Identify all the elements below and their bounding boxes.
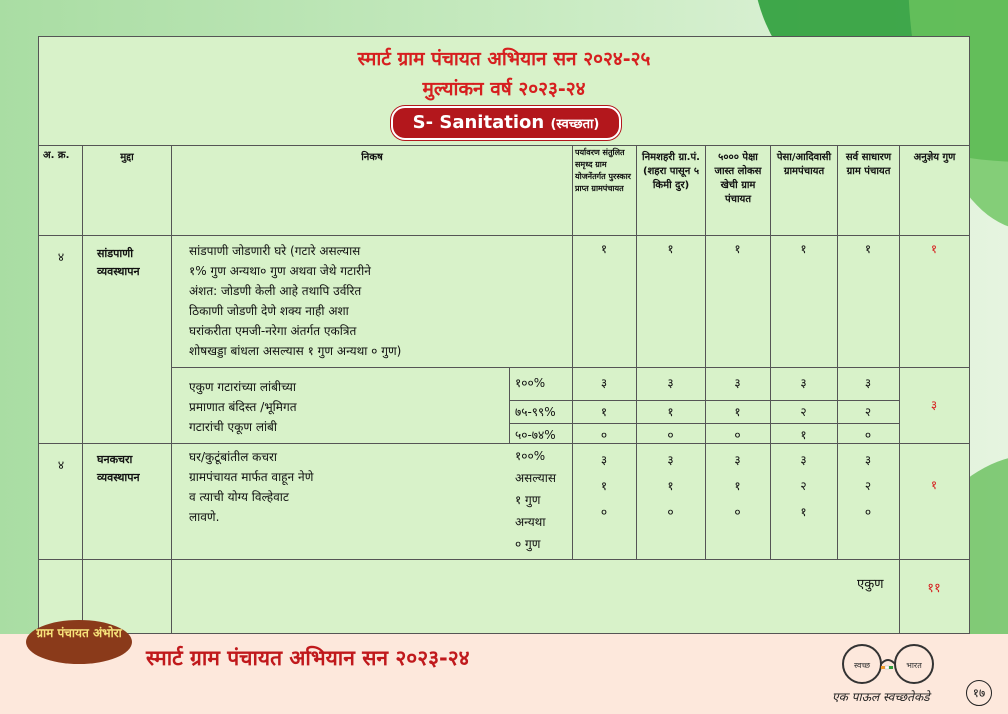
row1-criteria: सांडपाणी जोडणारी घरे (गटारे असल्यास १% गुण अन्यथा० गुण अथवा जेथे गटारीने अंशत: जोडणी केली आहे तथापि उर्वरित ठिकाणी जोडणी देणे शक्य नाही अशा घरांकरीता एमजी-नरेगा अंतर्गत एकत्रित शोषखड्डा बांधला असल्यास १ गुण अन्यथा ० गुण) [189,244,402,358]
header-col4: पेसा/आदिवासी ग्रामपंचायत [776,152,832,177]
row2-value: २ [864,405,872,419]
row1-value: १ [667,242,674,256]
row2-value: ३ [864,376,872,390]
header-col6: अनुज्ञेय गुण [913,152,956,163]
row3-values-col: ३ १ ० [734,453,741,519]
row2-value: ३ [667,376,674,390]
logo-right-text: भारत [906,661,922,670]
row1-allowed: १ [930,242,938,256]
swachh-bharat-logo [832,642,944,686]
row2-value: १ [667,405,674,419]
row2-value: १ [800,428,807,442]
row1-value: १ [734,242,741,256]
row2-value: ३ [800,376,807,390]
row2-value: ० [600,428,608,442]
header-col1: पर्यावरण संतुलित समृध्द ग्राम योजनेंतर्गत पुरस्कार प्राप्त ग्रामपंचायत [575,148,631,193]
row3-values-col: ३ २ ० [864,453,872,519]
row2-range: १००% [515,376,546,390]
row3-allowed: १ [930,478,938,492]
row1-value: १ [800,242,807,256]
section-label: S- Sanitation [412,112,545,133]
row3-values-col: ३ २ १ [800,453,807,519]
footer-tagline: एक पाऊल स्वच्छतेकडे [832,690,930,704]
header-col3: ५००० पेक्षा जास्त लोकस खेची ग्राम पंचायत [714,152,762,205]
page-number: १७ [966,680,992,706]
total-value: ११ [927,581,941,596]
criteria-table [39,145,969,633]
row2-value: ० [734,428,741,442]
row3-issue: घनकचरा व्यवस्थापन [97,453,140,484]
row3-values-col: ३ १ ० [667,453,674,519]
row3-range: १००% असल्यास १ गुण अन्यथा ० गुण [515,449,556,551]
row2-value: ० [667,428,674,442]
village-badge: ग्राम पंचायत अंभोरा [26,620,132,664]
row2-value: ० [864,428,872,442]
row1-value: १ [864,242,872,256]
row1-value: १ [600,242,608,256]
row3-values-col: ३ १ ० [600,453,608,519]
header-criteria: निकष [361,152,383,163]
header-col2: निमशहरी ग्रा.पं. (शहरा पासून ५ किमी दुर) [642,152,700,191]
page-subtitle: मुल्यांकन वर्ष २०२३-२४ [422,78,586,100]
row2-value: ३ [600,376,608,390]
row2-criteria: एकुण गटारांच्या लांबीच्या प्रमाणात बंदिस्त /भूमिगत गटारांची एकूण लांबी [189,380,297,434]
row3-serial: ४ [57,458,65,472]
row2-range: ७५-९९% [515,405,556,419]
header-serial: अ. क्र. [43,150,70,161]
row3-criteria: घर/कुटूंबांतील कचरा ग्रामपंचायत मार्फत वाहून नेणे व त्याची योग्य विल्हेवाट लावणे. [189,450,314,524]
section-badge [391,106,621,140]
section-sub: (स्वच्छता) [550,117,600,132]
row2-value: १ [734,405,741,419]
total-label: एकुण [857,577,884,592]
row2-allowed: ३ [930,398,938,412]
row1-serial: ४ [57,250,65,264]
row2-range: ५०-७४% [515,428,556,442]
page-title: स्मार्ट ग्राम पंचायत अभियान सन २०२४-२५ [357,48,651,70]
criteria-sheet [38,36,970,634]
row2-value: २ [800,405,807,419]
row1-issue: सांडपाणी व्यवस्थापन [97,247,140,278]
row2-value: १ [600,405,608,419]
header-issue: मुद्दा [120,152,134,163]
header-col5: सर्व साधारण ग्राम पंचायत [845,152,892,177]
footer-title: स्मार्ट ग्राम पंचायत अभियान सन २०२३-२४ [146,646,470,670]
row2-value: ३ [734,376,741,390]
logo-left-text: स्वच्छ [853,661,871,670]
